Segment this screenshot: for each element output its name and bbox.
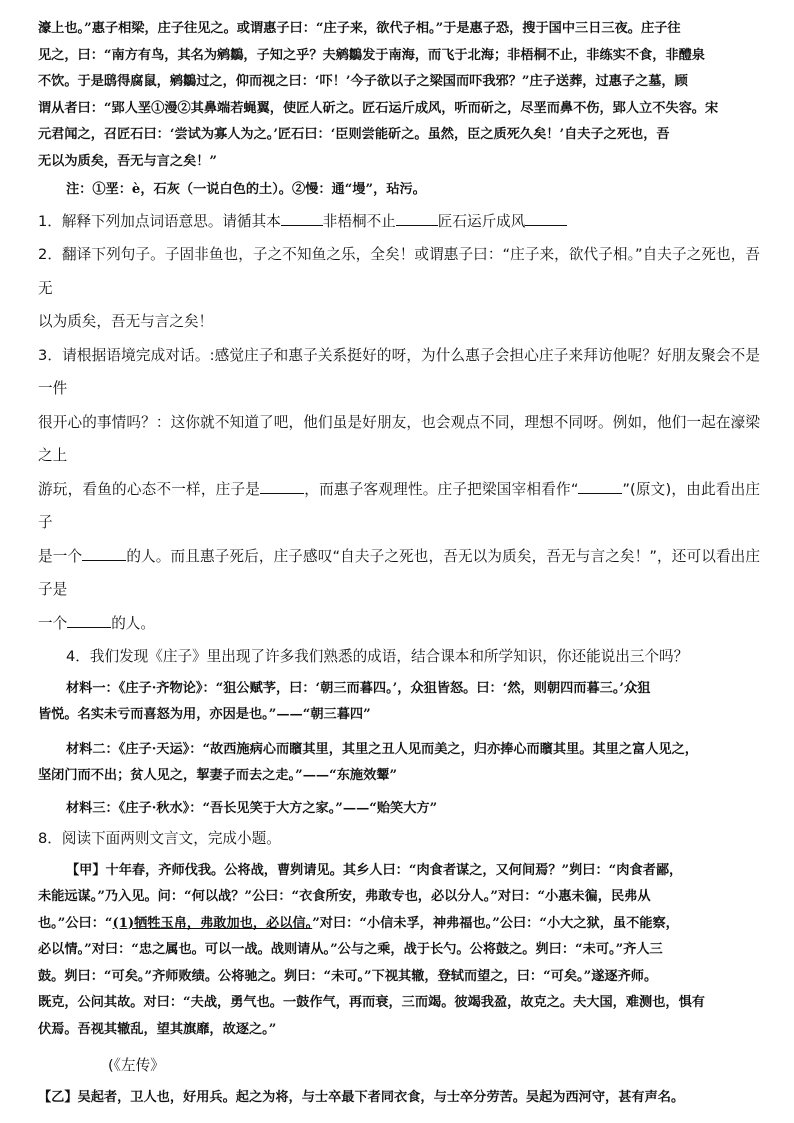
question-text: 一个: [38, 614, 68, 632]
passage-yi-line: 【乙】吴起者，卫人也，好用兵。起之为将，与士卒最下者同衣食，与士卒分劳苦。吴起为西河守，甚有声名。: [38, 1089, 685, 1105]
passage-line: 元君闻之，召匠石曰：‘尝试为寡人为之。’匠石曰：‘臣则尝能斫之。虽然，臣之质死久矣！’自夫子之死也，吾: [38, 127, 670, 142]
passage-jia-line: 必以情。”对曰：“忠之属也。可以一战。战则请从。”公与之乘，战于长勺。公将鼓之。刿曰：“未可。”齐人三: [38, 942, 663, 957]
passage-line: 不饮。于是鸱得腐鼠，鹓鶵过之，仰而视之曰：‘吓！’今子欲以子之梁国而吓我邪？”庄子送葬，过惠子之墓，顾: [38, 74, 688, 89]
passage-zhuangzi: [38, 0, 760, 204]
question-1-term: 非梧桐不止: [322, 212, 396, 230]
question-1-text: [38, 205, 760, 239]
question-text: ”(原文)，由此看出庄子: [38, 480, 760, 531]
passage-jia-line: 未能远谋。”乃入见。问：“何以战？”公曰：“衣食所安，弗敢专也，必以分人。”对曰：“小惠未徧，民弗从: [38, 889, 651, 904]
question-8: [38, 822, 760, 1111]
answer-blank[interactable]: [82, 546, 126, 561]
question-line: [38, 607, 760, 641]
question-1: [38, 205, 760, 239]
passage-text: 也。”公曰：“: [38, 915, 113, 931]
passage-jia-line: 伏焉。吾视其辙乱，望其旗靡，故逐之。”: [38, 1021, 277, 1037]
passage-source: (《左传》: [108, 1057, 165, 1074]
passage-jia-line: 既克，公问其故。对曰：“夫战，勇气也。一鼓作气，再而衰，三而竭。彼竭我盈，故克之。夫大国，难测也，惧有: [38, 995, 705, 1010]
question-text: 的人。: [111, 614, 155, 632]
answer-blank[interactable]: [396, 211, 438, 226]
question-4-prompt: 4．我们发现《庄子》里出现了许多我们熟悉的成语，结合课本和所学知识，你还能说出三个吗？: [66, 648, 689, 665]
question-line: [38, 540, 760, 607]
question-1-term: 匠石运斤成风: [437, 212, 526, 230]
question-3: [38, 339, 760, 641]
question-line: 很开心的事情吗？：这你就不知道了吧，他们虽是好朋友，也会观点不同，理想不同呀。例如，他们一起在濠梁之上: [38, 413, 760, 464]
question-line: [38, 473, 760, 540]
question-line: 2．翻译下列句子。子固非鱼也，子之不知鱼之乐，全矣！或谓惠子曰：“庄子来，欲代子相。”自夫子之死也，吾无: [38, 246, 760, 297]
question-8-title: 8．阅读下面两则文言文，完成小题。: [38, 830, 281, 847]
material-1-line: 皆悦。名实未亏而喜怒为用，亦因是也。”——“朝三暮四”: [38, 707, 371, 722]
passage-jia-line: 鼓。刿曰：“可矣。”齐师败绩。公将驰之。刿曰：“未可。”下视其辙，登轼而望之，曰：“可矣。”遂逐齐师。: [38, 968, 658, 984]
passage-line: 谓从者曰：“郢人垩①漫②其鼻端若蝇翼，使匠人斫之。匠石运斤成风，听而斫之，尽垩而鼻不伤，郢人立不失容。宋: [38, 100, 719, 116]
question-line: 以为质矣，吾无与言之矣！: [38, 313, 214, 330]
passage-line: 见之，曰：“南方有鸟，其名为鹓鶵，子知之乎？夫鹓鶵发于南海，而飞于北海；非梧桐不止，非练实不食，非醴泉: [38, 47, 705, 63]
answer-blank[interactable]: [578, 479, 622, 494]
material-2-line: 坚闭门而不出；贫人见之，挈妻子而去之走。”——“东施效颦”: [38, 768, 398, 783]
question-4: [38, 640, 760, 822]
question-text: 游玩，看鱼的心态不一样，庄子是: [38, 480, 261, 498]
question-2: [38, 238, 760, 339]
material-1-line: 材料一：《庄子·齐物论》：“狙公赋芧，曰：‘朝三而暮四。’，众狙皆怒。曰：‘然，则朝四而暮三。’众狙: [66, 680, 651, 696]
passage-jia-line: 【甲】十年春，齐师伐我。公将战，曹刿请见。其乡人曰：“肉食者谋之，又何间焉？”刿曰：“肉食者鄙，: [66, 862, 683, 878]
passage-jia-line: [38, 911, 760, 938]
question-line: 3．请根据语境完成对话。:感觉庄子和惠子关系挺好的呀，为什么惠子会担心庄子来拜访他呢？好朋友聚会不是一件: [38, 346, 760, 397]
answer-blank[interactable]: [260, 479, 304, 494]
answer-blank[interactable]: [67, 613, 111, 628]
question-text: 的人。而且惠子死后，庄子感叹“自夫子之死也，吾无以为质矣，吾无与言之矣！”，还可以看出庄子是: [38, 547, 760, 598]
answer-blank[interactable]: [281, 211, 323, 226]
passage-line: 无以为质矣，吾无与言之矣！”: [38, 153, 218, 169]
answer-blank[interactable]: [525, 211, 567, 226]
passage-line: 濠上也。”惠子相梁，庄子往见之。或谓惠子曰：“庄子来，欲代子相。”于是惠子恐，搜于国中三日三夜。庄子往: [38, 21, 681, 36]
question-1-prompt: 1．解释下列加点词语意思。请循其本: [38, 212, 281, 230]
underlined-sentence: (1)牺牲玉帛，弗敢加也，必以信。: [112, 915, 313, 931]
material-2-line: 材料二：《庄子·天运》：“故西施病心而矉其里，其里之丑人见而美之，归亦捧心而矉其里。其里之富人见之，: [66, 741, 698, 757]
passage-text: ”对曰：“小信未孚，神弗福也。”公曰：“小大之狱，虽不能察，: [312, 915, 679, 931]
question-text: ，而惠子客观理性。庄子把梁国宰相看作“: [304, 480, 579, 498]
question-text: 是一个: [38, 547, 83, 565]
material-3-line: 材料三：《庄子·秋水》：“吾长见笑于大方之家。”——“贻笑大方”: [66, 800, 438, 816]
annotation-note: 注：①垩：è，石灰（一说白色的土）。②慢：通“墁”，玷污。: [66, 182, 426, 197]
